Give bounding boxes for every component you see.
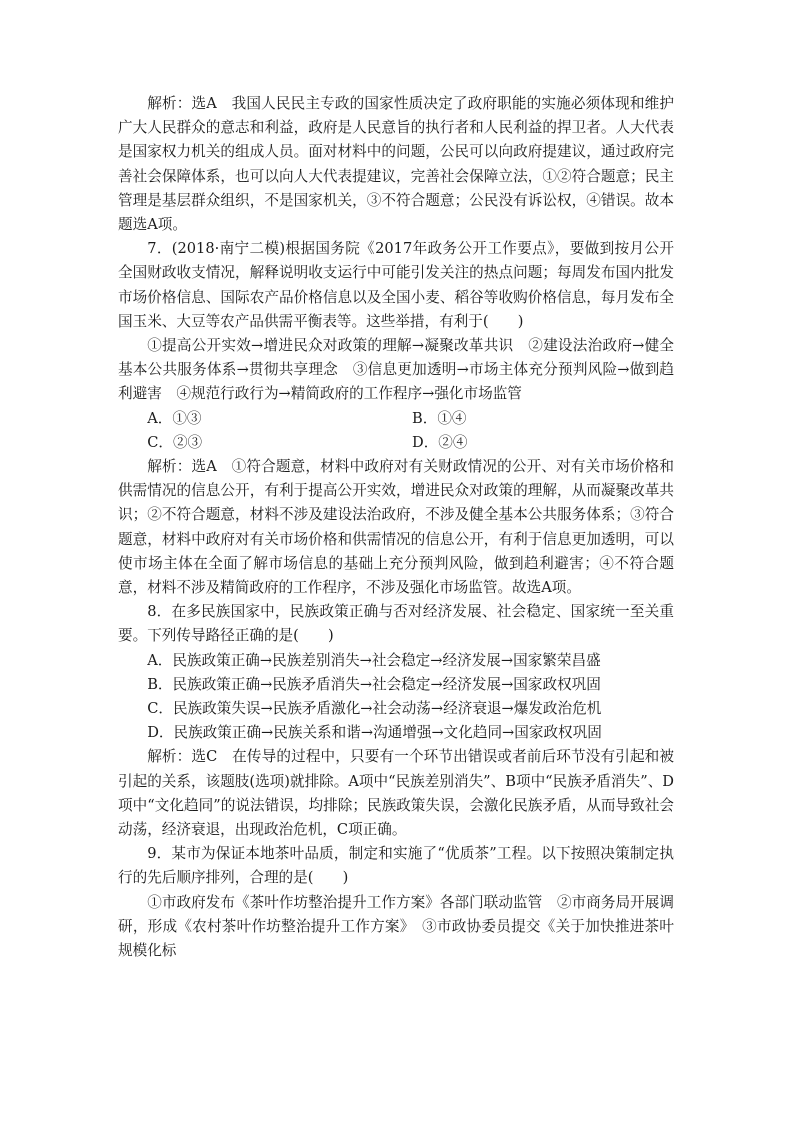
q7-options-row-2	[118, 431, 674, 455]
q7-option-c: C．②③	[147, 433, 203, 451]
q8-stem: 8．在多民族国家中，民族政策正确与否对经济发展、社会稳定、国家统一至关重要。下列传导路径正确的是( )	[118, 603, 674, 645]
q9-stem: 9．某市为保证本地茶叶品质，制定和实施了“优质茶”工程。以下按照决策制定执行的先后顺序排列，合理的是( )	[118, 845, 674, 887]
q8-option-a: A．民族政策正确→民族差别消失→社会稳定→经济发展→国家繁荣昌盛	[147, 651, 601, 669]
q7-options-row-1	[118, 407, 674, 431]
q8-option-c: C．民族政策失误→民族矛盾激化→社会动荡→经济衰退→爆发政治危机	[147, 700, 602, 718]
q7-option-a: A．①③	[147, 409, 202, 427]
q7-option-d: D．②④	[412, 433, 468, 451]
q8-option-b: B．民族政策正确→民族矛盾消失→社会稳定→经济发展→国家政权巩固	[147, 675, 601, 693]
q6-analysis: 解析：选A 我国人民民主专政的国家性质决定了政府职能的实施必须体现和维护广大人民群众的意志和利益，政府是人民意旨的执行者和人民利益的捍卫者。人大代表是国家权力机关的组成人员。面对材料中的问题，公民可以向政府提建议，通过政府完善社会保障体系，也可以向人大代表提建议，完善社会保障立法，①②符合题意；民主管理是基层群众组织，不是国家机关，③不符合题意；公民没有诉讼权，④错误。故本题选A项。	[118, 95, 674, 234]
q8-analysis: 解析：选C 在传导的过程中，只要有一个环节出错误或者前后环节没有引起和被引起的关系，该题肢(选项)就排除。A项中“民族差别消失”、B项中“民族矛盾消失”、D项中“文化趋同”的说法错误，均排除；民族政策失误，会激化民族矛盾，从而导致社会动荡，经济衰退，出现政治危机，C项正确。	[118, 748, 674, 839]
q8-option-d: D．民族政策正确→民族关系和谐→沟通增强→文化趋同→国家政权巩固	[147, 724, 602, 742]
q7-statements: ①提高公开实效→增进民众对政策的理解→凝聚改革共识 ②建设法治政府→健全基本公共服务体系→贯彻共享理念 ③信息更加透明→市场主体充分预判风险→做到趋利避害 ④规范行政行为→精简政府的工作程序→强化市场监管	[118, 337, 674, 403]
q7-stem: 7．(2018·南宁二模)根据国务院《2017年政务公开工作要点》，要做到按月公开全国财政收支情况，解释说明收支运行中可能引发关注的热点问题；每周发布国内批发市场价格信息、国际农产品价格信息以及全国小麦、稻谷等收购价格信息，每月发布全国玉米、大豆等农产品供需平衡表等。这些举措，有利于( )	[118, 240, 674, 330]
document-body	[118, 92, 674, 963]
q7-analysis: 解析：选A ①符合题意，材料中政府对有关财政情况的公开、对有关市场价格和供需情况的信息公开，有利于提高公开实效，增进民众对政策的理解，从而凝聚改革共识；②不符合题意，材料不涉及建设法治政府，不涉及健全基本公共服务体系；③符合题意，材料中政府对有关市场价格和供需情况的信息公开，有利于信息更加透明，可以使市场主体在全面了解市场信息的基础上充分预判风险，做到趋利避害；④不符合题意，材料不涉及精简政府的工作程序，不涉及强化市场监管。故选A项。	[118, 458, 674, 597]
q7-option-b: B．①④	[412, 409, 467, 427]
q9-statements: ①市政府发布《茶叶作坊整治提升工作方案》各部门联动监管 ②市商务局开展调研，形成《农村茶叶作坊整治提升工作方案》 ③市政协委员提交《关于加快推进茶叶规模化标	[118, 893, 674, 960]
